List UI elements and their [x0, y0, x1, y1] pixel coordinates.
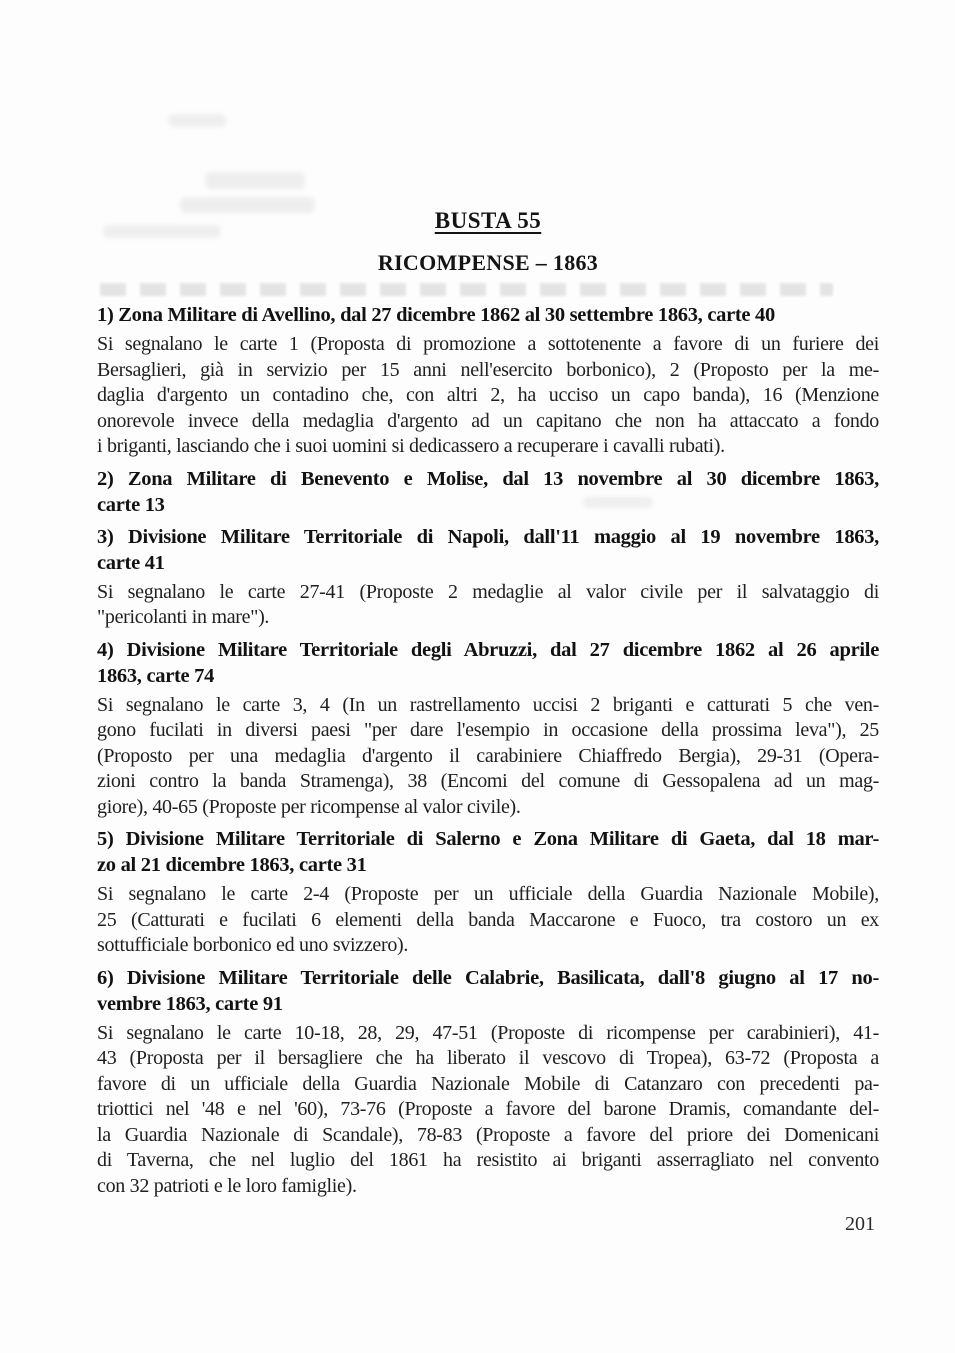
entry-heading: [97, 524, 879, 576]
entry-heading-line: carte 41: [97, 551, 165, 574]
entry-heading: [97, 466, 879, 518]
entry-heading-line: carte 13: [97, 493, 165, 516]
entry-body-line: "pericolanti in mare").: [97, 606, 270, 628]
entry-body-line: onorevole invece della medaglia d'argento ad un capitano che non ha attaccato a fondo: [97, 409, 879, 432]
entry-body-line: giore), 40-65 (Proposte per ricompense al valor civile).: [97, 795, 521, 818]
entry-body-line: con 32 patrioti e le loro famiglie).: [97, 1174, 357, 1197]
entry-heading-line: vembre 1863, carte 91: [97, 992, 283, 1015]
entry-body-line: sottufficiale borbonico ed uno svizzero).: [97, 934, 409, 956]
entry-heading: [97, 826, 879, 878]
entry-heading: [97, 965, 879, 1017]
entry-body-line: Si segnalano le carte 1 (Proposta di promozione a sottotenente a favore di un furiere dei: [97, 333, 879, 355]
ricompense-subtitle: RICOMPENSE – 1863: [377, 250, 599, 275]
entry-body-line: Si segnalano le carte 2-4 (Proposte per un ufficiale della Guardia Nazionale Mobile),: [97, 883, 879, 905]
page-number: 201: [845, 1213, 875, 1235]
entry-heading-line: 5) Divisione Militare Territoriale di Salerno e Zona Militare di Gaeta, dal 18 mar-: [97, 828, 879, 850]
entry-heading: [97, 302, 879, 328]
entry-body: [97, 1021, 879, 1200]
entry-heading-line: 3) Divisione Militare Territoriale di Napoli, dall'11 maggio al 19 novembre 1863,: [97, 525, 879, 548]
entry-heading-line: 6) Divisione Militare Territoriale delle Calabrie, Basilicata, dall'8 giugno al 17 no-: [97, 966, 879, 989]
archive-entry: [97, 826, 879, 959]
entry-body: [97, 580, 879, 631]
entry-body-line: 25 (Catturati e fucilati 6 elementi della banda Maccarone e Fuoco, tra costoro un ex: [97, 908, 879, 931]
archive-entry: [97, 302, 879, 460]
archive-entry: [97, 466, 879, 518]
entry-body-line: di Taverna, che nel luglio del 1861 ha resistito ai briganti asserragliato nel convento: [97, 1149, 879, 1171]
entry-body: [97, 332, 879, 460]
entry-heading-line: 4) Divisione Militare Territoriale degli Abruzzi, dal 27 dicembre 1862 al 26 aprile: [97, 638, 879, 661]
entry-heading: [97, 637, 879, 689]
entry-body-line: Si segnalano le carte 3, 4 (In un rastrellamento uccisi 2 briganti e catturati 5 che ven-: [97, 693, 879, 716]
entry-body-line: la Guardia Nazionale di Scandale), 78-83 (Proposte a favore del priore dei Domenicani: [97, 1123, 879, 1146]
entry-body-line: 43 (Proposta per il bersagliere che ha liberato il vescovo di Tropea), 63-72 (Proposta a: [97, 1047, 879, 1069]
entry-body-line: i briganti, lasciando che i suoi uomini si dedicassero a recuperare i cavalli rubati).: [97, 435, 725, 457]
entry-body: [97, 693, 879, 821]
archive-entry: [97, 637, 879, 821]
archive-entry: [97, 965, 879, 1200]
entry-heading-line: 2) Zona Militare di Benevento e Molise, dal 13 novembre al 30 dicembre 1863,: [97, 467, 879, 490]
entry-body-line: Si segnalano le carte 10-18, 28, 29, 47-51 (Proposte di ricompense per carabinieri), 41-: [97, 1021, 879, 1044]
entry-body-line: gono fucilati in diversi paesi "per dare l'esempio in occasione della prossima leva"), 25: [97, 719, 879, 741]
entry-heading-line: 1863, carte 74: [97, 664, 215, 687]
entry-body-line: Bersaglieri, già in servizio per 15 anni nell'esercito borbonico), 2 (Proposto per la me-: [97, 358, 879, 381]
entry-body-line: favore di un ufficiale della Guardia Nazionale Mobile di Catanzaro con precedenti pa-: [97, 1072, 879, 1095]
entry-heading-line: 1) Zona Militare di Avellino, dal 27 dicembre 1862 al 30 settembre 1863, carte 40: [97, 304, 775, 326]
entry-body-line: daglia d'argento un contadino che, con altri 2, ha ucciso un capo banda), 16 (Menzione: [97, 384, 879, 406]
busta-title: BUSTA 55: [434, 208, 542, 233]
entry-body-line: zioni contro la banda Stramenga), 38 (Encomi del comune di Gessopalena ad un mag-: [97, 770, 879, 792]
page-content: [97, 0, 879, 1199]
entry-body-line: (Proposto per una medaglia d'argento il carabiniere Chiaffredo Bergia), 29-31 (Opera-: [97, 744, 879, 767]
entry-body-line: Si segnalano le carte 27-41 (Proposte 2 medaglie al valor civile per il salvataggio di: [97, 580, 879, 603]
sections-container: [97, 302, 879, 1199]
entry-heading-line: zo al 21 dicembre 1863, carte 31: [97, 854, 367, 876]
archive-entry: [97, 524, 879, 631]
entry-body: [97, 882, 879, 959]
entry-body-line: triottici nel '48 e nel '60), 73-76 (Proposte a favore del barone Dramis, comandante del-: [97, 1098, 879, 1120]
